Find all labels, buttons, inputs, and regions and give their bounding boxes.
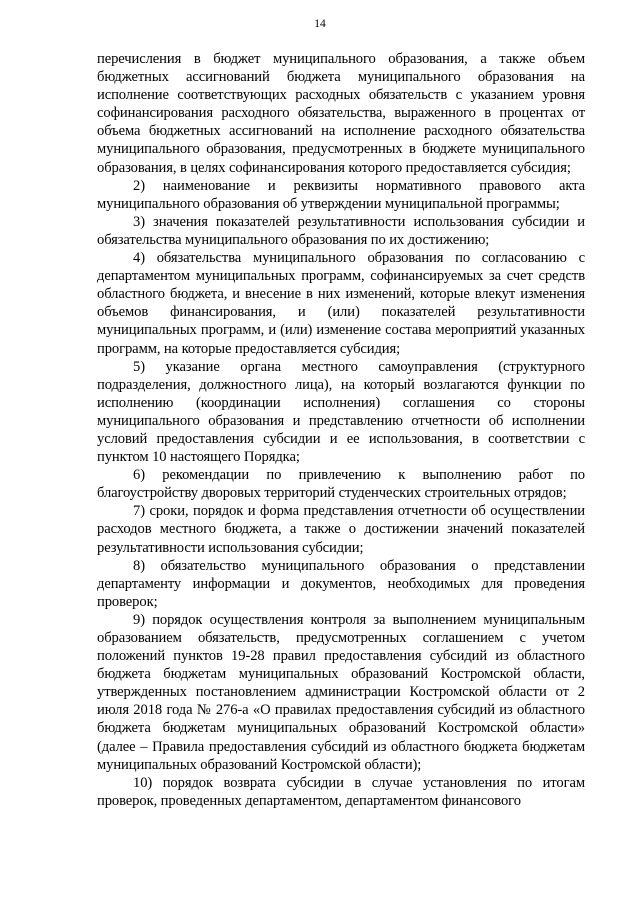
paragraph-item-2: 2) наименование и реквизиты нормативного правового акта муниципального образования об утверждении муниципальной программы;: [97, 177, 585, 212]
paragraph-continuation: перечисления в бюджет муниципального образования, а также объем бюджетных ассигнований бюджета муниципального образования на исполнение соответствующих расходных обязательств с указанием уровня софинансирования расходного обязательства, выраженного в процентах от объема бюджетных ассигнований на исполнение расходного обязательства муниципального образования, предусмотренных в бюджете муниципального образования, в целях софинансирования которого предоставляется субсидия;: [97, 51, 585, 176]
paragraph-item-8: 8) обязательство муниципального образования о представлении департаменту информации и документов, необходимых для проведения проверок;: [97, 557, 585, 610]
paragraph-item-6: 6) рекомендации по привлечению к выполнению работ по благоустройству дворовых территорий студенческих строительных отрядов;: [97, 467, 585, 502]
paragraph-item-4: 4) обязательства муниципального образования по согласованию с департаментом муниципальных программ, софинансируемых за счет средств областного бюджета, и внесение в них изменений, которые влекут изменения объемов финансирования, и (или) показателей результативности муниципальных программ, и (или) изменение состава мероприятий указанных программ, на которые предоставляется субсидия;: [97, 250, 585, 357]
paragraph-item-7: 7) сроки, порядок и форма представления отчетности об осуществлении расходов местного бюджета, а также о достижении значений показателей результативности использования субсидии;: [97, 503, 585, 556]
paragraph-item-10: 10) порядок возврата субсидии в случае установления по итогам проверок, проведенных департаментом, департаментом финансового: [97, 774, 585, 809]
paragraph-item-5: 5) указание органа местного самоуправления (структурного подразделения, должностного лица), на который возлагаются функции по исполнению (координации исполнения) соглашения со стороны муниципального образования и представлению отчетности об исполнении условий предоставления субсидии и ее использования, в соответствии с пунктом 10 настоящего Порядка;: [97, 358, 585, 466]
paragraph-item-3: 3) значения показателей результативности использования субсидии и обязательства муниципального образования по их достижению;: [97, 213, 585, 248]
paragraph-item-9: 9) порядок осуществления контроля за выполнением муниципальным образованием обязательств, предусмотренных соглашением с учетом положений пунктов 19-28 правил предоставления субсидий из областного бюджета бюджетам муниципальных образований Костромской области, утвержденных постановлением администрации Костромской области от 2 июля 2018 года № 276-а «О правилах предоставления субсидий из областного бюджета бюджетам муниципальных образований Костромской области» (далее – Правила предоставления субсидий из областного бюджета бюджетам муниципальных образований Костромской области);: [97, 611, 585, 773]
document-body: [97, 50, 585, 810]
page-number: 14: [314, 18, 326, 30]
